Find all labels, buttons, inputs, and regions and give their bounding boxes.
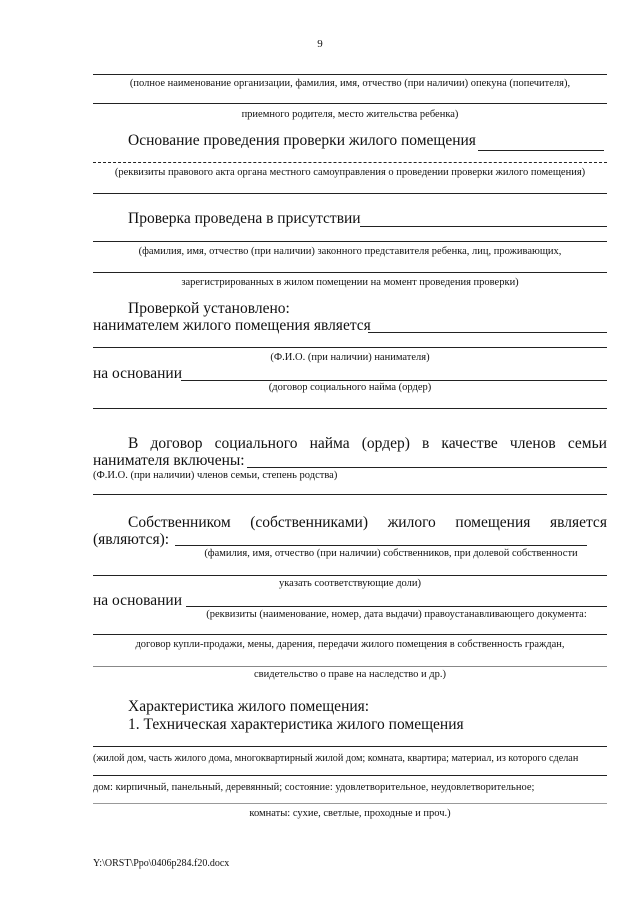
caption-owner-1: (фамилия, имя, отчество (при наличии) собственников, при долевой собственности	[204, 548, 578, 559]
caption-presence-2: зарегистрированных в жилом помещении на момент проведения проверки)	[181, 277, 519, 288]
blank-line[interactable]	[93, 575, 607, 576]
characteristics-label: Характеристика жилого помещения:	[128, 698, 370, 715]
basis-label: Основание проведения проверки жилого помещения	[128, 132, 476, 149]
caption-tenant-basis: (договор социального найма (ордер)	[268, 382, 432, 393]
tenant-label: нанимателем жилого помещения является	[93, 317, 371, 334]
blank-line[interactable]	[93, 74, 607, 75]
caption-owner-basis-2: договор купли-продажи, мены, дарения, передачи жилого помещения в собственность граждан,	[135, 639, 565, 650]
family-label-line-2: нанимателя включены:	[93, 452, 245, 469]
word: членов	[509, 435, 556, 452]
technical-label: 1. Техническая характеристика жилого помещения	[128, 716, 464, 733]
owner-label-line-2: (являются):	[93, 531, 170, 548]
word: в	[421, 435, 430, 452]
established-label: Проверкой установлено:	[128, 300, 290, 317]
caption-owner-2: указать соответствующие доли)	[278, 578, 422, 589]
blank-line[interactable]	[93, 347, 607, 348]
family-label-line-1	[128, 435, 607, 453]
word: Собственником	[128, 514, 231, 531]
word: социального	[214, 435, 298, 452]
word: качестве	[441, 435, 498, 452]
blank-line[interactable]	[93, 494, 607, 495]
blank-line[interactable]	[93, 775, 607, 776]
caption-owner-basis-3: свидетельство о праве на наследство и др.)	[253, 669, 447, 680]
caption-technical-2: дом: кирпичный, панельный, деревянный; состояние: удовлетворительное, неудовлетворительное;	[93, 782, 535, 793]
word: является	[549, 514, 607, 531]
owner-basis-label: на основании	[93, 592, 182, 609]
caption-basis: (реквизиты правового акта органа местного самоуправления о проведении проверки жилого помещения)	[114, 167, 586, 178]
caption-tenant: (Ф.И.О. (при наличии) нанимателя)	[270, 352, 430, 363]
blank-line[interactable]	[93, 408, 607, 409]
blank-line[interactable]	[93, 666, 607, 667]
footer-file-path: Y:\ORST\Ppo\0406p284.f20.docx	[93, 858, 230, 869]
blank-line[interactable]	[247, 467, 607, 468]
blank-line[interactable]	[93, 193, 607, 194]
blank-line[interactable]	[93, 272, 607, 273]
blank-line[interactable]	[175, 545, 587, 546]
word: найма	[309, 435, 350, 452]
blank-line[interactable]	[93, 634, 607, 635]
caption-guardian-2: приемного родителя, место жительства ребенка)	[241, 109, 459, 120]
caption-technical-3: комнаты: сухие, светлые, проходные и проч.)	[249, 808, 451, 819]
caption-presence-1: (фамилия, имя, отчество (при наличии) законного представителя ребенка, лиц, проживающих,	[138, 246, 562, 257]
word: В	[128, 435, 139, 452]
blank-line[interactable]	[93, 803, 607, 804]
page-number: 9	[317, 38, 323, 50]
blank-line[interactable]	[181, 380, 607, 381]
word: помещения	[455, 514, 531, 531]
word: семьи	[567, 435, 607, 452]
caption-technical-1: (жилой дом, часть жилого дома, многоквартирный жилой дом; комната, квартира; материал, из которого сделан	[93, 753, 579, 764]
blank-line[interactable]	[93, 103, 607, 104]
caption-family: (Ф.И.О. (при наличии) членов семьи, степень родства)	[93, 470, 338, 481]
tenant-basis-label: на основании	[93, 365, 182, 382]
word: (собственниками)	[250, 514, 368, 531]
blank-line[interactable]	[93, 241, 607, 242]
caption-owner-basis-1: (реквизиты (наименование, номер, дата выдачи) правоустанавливающего документа:	[206, 609, 587, 620]
blank-line[interactable]	[478, 150, 604, 151]
blank-line[interactable]	[93, 746, 607, 747]
word: жилого	[387, 514, 436, 531]
owner-label-line-1	[128, 514, 607, 532]
word: договор	[150, 435, 203, 452]
caption-guardian-1: (полное наименование организации, фамилия, имя, отчество (при наличии) опекуна (попечителя),	[129, 78, 571, 89]
word: (ордер)	[361, 435, 410, 452]
presence-label: Проверка проведена в присутствии	[128, 210, 361, 227]
blank-line[interactable]	[360, 226, 607, 227]
blank-line[interactable]	[93, 162, 607, 163]
blank-line[interactable]	[368, 332, 607, 333]
blank-line[interactable]	[186, 606, 607, 607]
